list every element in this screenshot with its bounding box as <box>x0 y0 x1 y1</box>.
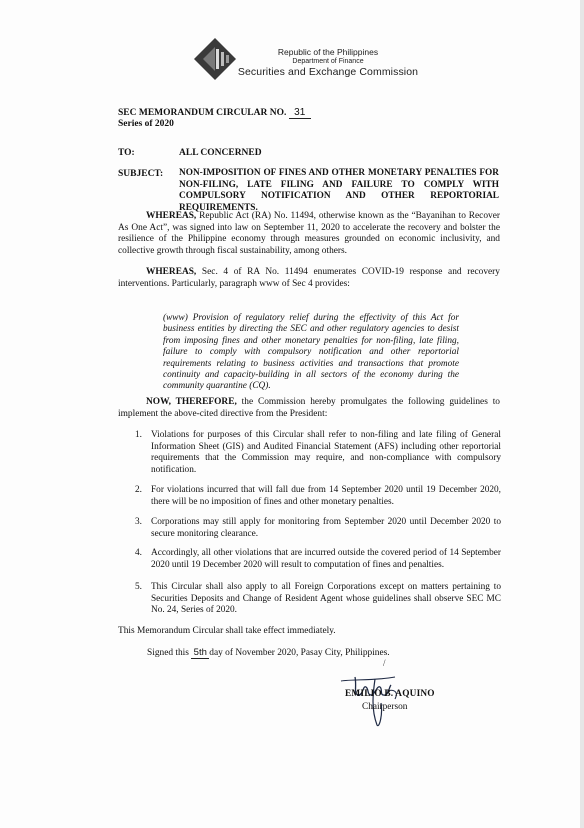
to-label: TO: <box>118 148 135 158</box>
whereas-paragraph-1 <box>118 211 500 257</box>
signing-day: 5th <box>191 647 209 659</box>
circular-heading <box>118 107 311 130</box>
quoted-provision: (www) Provision of regulatory relief during the effectivity of this Act for business entities by directing the SEC and other regulatory agencies to desist from imposing fines and other monetary penalties for non-filing, late filing, failure to comply with compulsory notification and other reportorial requirements relating to business activities and transactions that promote continuity and capacity-building in all sectors of the economy during the community quarantine (CQ). <box>163 313 459 392</box>
tick-mark: / <box>383 658 386 668</box>
page-edge <box>580 0 584 828</box>
now-therefore-paragraph <box>118 397 500 420</box>
handwritten-signature <box>333 665 423 735</box>
list-item-number: 1. <box>135 430 142 440</box>
signing-prefix: Signed this <box>147 648 189 658</box>
letterhead-department: Department of Finance <box>292 58 364 65</box>
subject-label: SUBJECT: <box>118 169 164 179</box>
now-therefore-text: the Commission hereby promulgates the following guidelines to implement the above-cited directive from the President: <box>118 397 500 419</box>
list-item-number: 2. <box>135 485 142 495</box>
circular-number: 31 <box>289 107 311 119</box>
list-item-number: 4. <box>135 548 142 558</box>
list-item-text: For violations incurred that will fall due from 14 September 2020 until 19 December 2020, there will be no imposition of fines and other monetary penalties. <box>151 485 501 507</box>
list-item-text: This Circular shall also apply to all Foreign Corporations except on matters pertaining to Securities Deposits and Change of Resident Agent whose guidelines shall observe SEC MC No. 24, Series of 2020. <box>151 582 501 616</box>
list-item-text: Accordingly, all other violations that are incurred outside the covered period of 14 September 2020 until 19 December 2020 will result to computation of fines and penalties. <box>151 548 501 570</box>
effectivity-clause: This Memorandum Circular shall take effect immediately. <box>118 626 336 636</box>
list-item-text: Violations for purposes of this Circular shall refer to non-filing and late filing of General Information Sheet (GIS) and Audited Financial Statement (AFS) including other reportorial requirements that the Commission may require, and non-compliance with compulsory notification. <box>151 430 501 475</box>
signing-suffix: day of November 2020, Pasay City, Philippines. <box>209 648 390 658</box>
signing-line <box>147 647 390 659</box>
whereas-lead-2: WHEREAS, <box>146 267 197 277</box>
whereas-text-2: Sec. 4 of RA No. 11494 enumerates COVID-19 response and recovery interventions. Particularly, paragraph www of Sec 4 provides: <box>118 267 500 289</box>
letterhead-agency: Securities and Exchange Commission <box>237 66 419 78</box>
whereas-lead-1: WHEREAS, <box>146 211 197 221</box>
signatory-title: Chairperson <box>362 702 408 712</box>
letterhead <box>228 47 428 79</box>
list-item-number: 3. <box>135 517 142 527</box>
list-item-number: 5. <box>135 582 142 592</box>
signatory-name: EMILIO B. AQUINO <box>345 689 435 699</box>
subject-value: NON-IMPOSITION OF FINES AND OTHER MONETARY PENALTIES FOR NON-FILING, LATE FILING AND FAILURE TO COMPLY WITH COMPULSORY NOTIFICATION AND OTHER REPORTORIAL REQUIREMENTS. <box>179 168 499 213</box>
letterhead-republic: Republic of the Philippines <box>277 47 379 57</box>
circular-label: SEC MEMORANDUM CIRCULAR NO. <box>118 108 287 118</box>
list-item-text: Corporations may still apply for monitoring from September 2020 until December 2020 to secure monitoring clearance. <box>151 517 501 539</box>
now-therefore-lead: NOW, THEREFORE, <box>146 397 237 407</box>
to-value: ALL CONCERNED <box>179 148 262 158</box>
circular-series: Series of 2020 <box>118 119 174 129</box>
whereas-text-1: Republic Act (RA) No. 11494, otherwise known as the “Bayanihan to Recover As One Act”, was signed into law on September 11, 2020 to accelerate the recovery and bolster the resilience of the Philippine economy through measures grounded on economic inclusivity, and collective growth through fiscal sustainability, among others. <box>118 211 500 256</box>
whereas-paragraph-2 <box>118 267 500 290</box>
